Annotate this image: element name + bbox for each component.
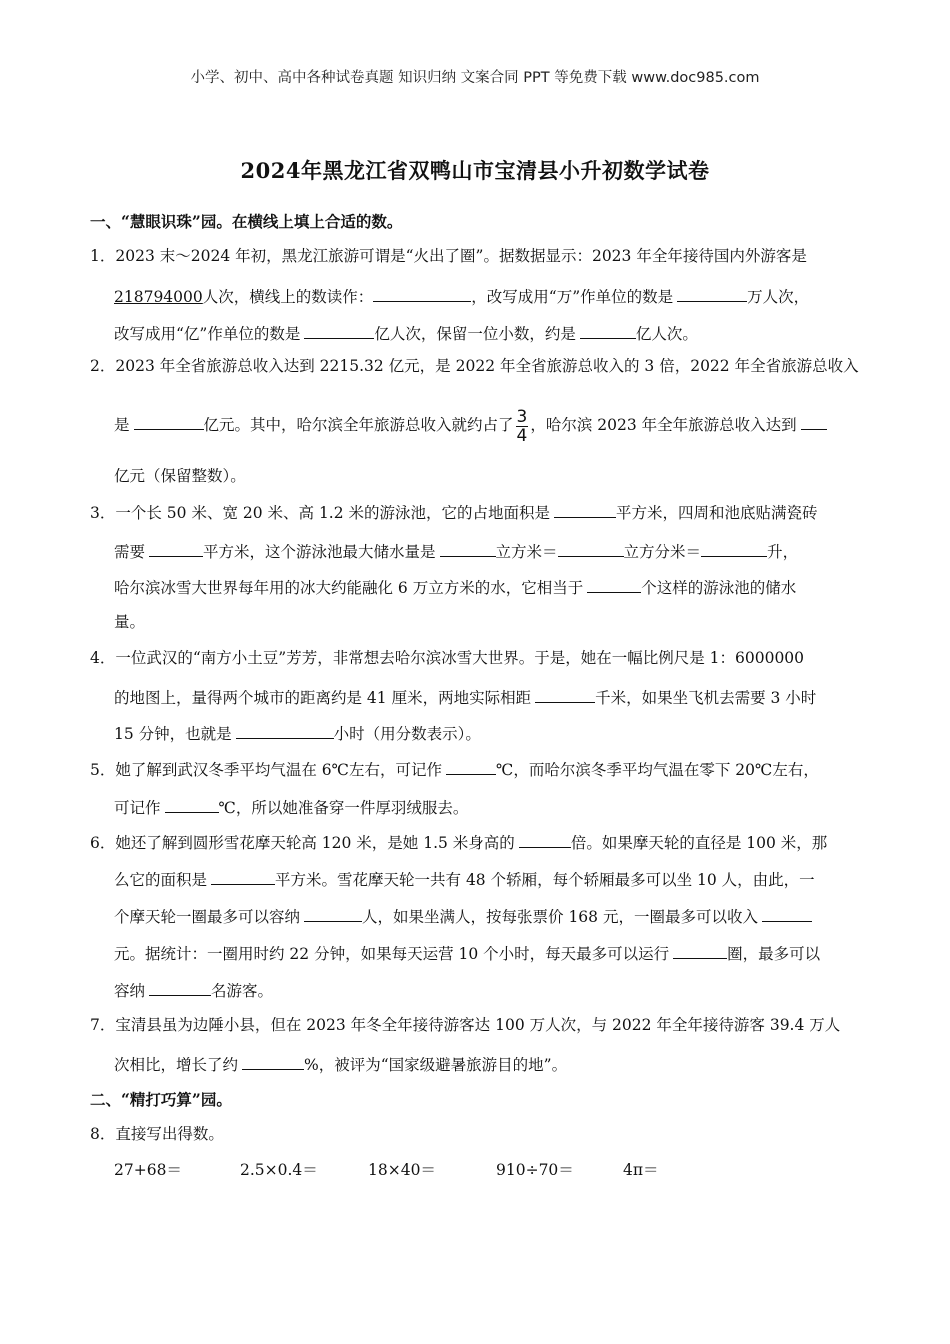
- q1-text: 人次，横线上的数读作：: [202, 288, 374, 306]
- q6-line-1: [90, 830, 827, 854]
- q4-line-3: [114, 721, 481, 745]
- q2-blank-harbin[interactable]: [801, 412, 827, 430]
- q1-blank-wan[interactable]: [677, 284, 747, 302]
- q1-blank-reading[interactable]: [373, 284, 471, 302]
- q3-text: 升，: [767, 543, 799, 561]
- q4-blank-distance[interactable]: [535, 685, 595, 703]
- q6-text: 个摩天轮一圈最多可以容纳: [114, 908, 301, 926]
- q6-blank-times[interactable]: [519, 830, 571, 848]
- q6-text: 么它的面积是: [114, 871, 208, 889]
- q6-text: 元。据统计：一圈用时约 22 分钟，如果每天运营 10 个小时，每天最多可以运行: [114, 945, 670, 963]
- q6-blank-people[interactable]: [304, 904, 362, 922]
- q8-label: 8．直接写出得数。: [90, 1125, 224, 1143]
- q1-text: ，改写成用“万”作单位的数是: [471, 288, 674, 306]
- q6-text: 名游客。: [211, 982, 274, 1000]
- q6-line-2: [114, 867, 815, 891]
- q6-text: 6．她还了解到圆形雪花摩天轮高 120 米，是她 1.5 米身高的: [90, 834, 515, 852]
- q4-text: 千米，如果坐飞机去需要 3 小时: [595, 689, 817, 707]
- q4-text: 的地图上，量得两个城市的距离约是 41 厘米，两地实际相距: [114, 689, 532, 707]
- q1-text: 1．2023 末～2024 年初，黑龙江旅游可谓是“火出了圈”。据数据显示：2023 年全年接待国内外游客是: [90, 247, 807, 265]
- q3-line-1: [90, 500, 818, 524]
- q2-text: 亿元。其中，哈尔滨全年旅游总收入就约占了: [203, 416, 514, 434]
- page-header: 小学、初中、高中各种试卷真题 知识归纳 文案合同 PPT 等免费下载 www.doc985.com: [190, 70, 760, 86]
- q1-text: 改写成用“亿”作单位的数是: [114, 325, 301, 343]
- q6-line-4: [114, 941, 820, 965]
- q7-line-2: [114, 1052, 567, 1076]
- q4-text: 4．一位武汉的“南方小土豆”芳芳，非常想去哈尔滨冰雪大世界。于是，她在一幅比例尺是 1：6000000: [90, 649, 805, 667]
- exam-title: 2024年黑龙江省双鸭山市宝清县小升初数学试卷: [240, 158, 710, 183]
- q3-blank-pools[interactable]: [587, 575, 641, 593]
- q1-line-3: [114, 321, 698, 345]
- q1-line-2: [114, 284, 809, 308]
- q7-text: 7．宝清县虽为边陲小县，但在 2023 年冬全年接待游客达 100 万人次，与 2022 年全年接待游客 39.4 万人: [90, 1016, 841, 1034]
- q6-text: 倍。如果摩天轮的直径是 100 米，那: [570, 834, 828, 852]
- calc-item-2: 2.5×0.4＝: [240, 1161, 318, 1179]
- q2-text: 是: [114, 416, 130, 434]
- q1-line-1: [90, 245, 807, 267]
- q1-blank-yi[interactable]: [304, 321, 374, 339]
- q7-text: %，被评为“国家级避暑旅游目的地”。: [304, 1056, 568, 1074]
- q2-line-1: [90, 355, 859, 377]
- calc-item-3: 18×40＝: [368, 1161, 436, 1179]
- fraction-three-quarters: [516, 408, 529, 445]
- q6-blank-area[interactable]: [211, 867, 275, 885]
- q3-text: 哈尔滨冰雪大世界每年用的冰大约能融化 6 万立方米的水，它相当于: [114, 579, 584, 597]
- calc-item-4: 910÷70＝: [496, 1161, 574, 1179]
- calc-item-1: 27+68＝: [114, 1161, 182, 1179]
- q3-line-2: [114, 539, 798, 563]
- q6-line-5: [114, 978, 273, 1002]
- section-2-heading: 二、“精打巧算”园。: [90, 1090, 232, 1109]
- fraction-denominator: 4: [516, 425, 528, 446]
- q6-line-3: [114, 904, 812, 928]
- q3-blank-area[interactable]: [554, 500, 616, 518]
- q2-text: ，哈尔滨 2023 年全年旅游总收入达到: [530, 416, 797, 434]
- q5-line-2: [114, 795, 468, 819]
- q4-text: 15 分钟，也就是: [114, 725, 232, 743]
- q6-text: 人，如果坐满人，按每张票价 168 元，一圈最多可以收入: [362, 908, 758, 926]
- q6-blank-rounds[interactable]: [673, 941, 727, 959]
- q3-blank-liters[interactable]: [701, 539, 767, 557]
- q5-line-1: [90, 757, 819, 781]
- q2-text: 亿元（保留整数）。: [114, 467, 246, 485]
- q3-blank-dm3[interactable]: [558, 539, 624, 557]
- q4-line-2: [114, 685, 816, 709]
- q7-line-1: [90, 1014, 840, 1036]
- q4-text: 小时（用分数表示）。: [333, 725, 481, 743]
- q1-number: 218794000: [114, 288, 203, 306]
- q1-text: 亿人次。: [635, 325, 698, 343]
- q2-blank-2022[interactable]: [134, 412, 204, 430]
- q3-blank-volume[interactable]: [440, 539, 496, 557]
- q3-text: 3．一个长 50 米、宽 20 米、高 1.2 米的游泳池，它的占地面积是: [90, 504, 551, 522]
- q3-blank-tiles[interactable]: [149, 539, 203, 557]
- q6-text: 平方米。雪花摩天轮一共有 48 个轿厢，每个轿厢最多可以坐 10 人，由此，一: [275, 871, 815, 889]
- q3-text: 立方米＝: [495, 543, 558, 561]
- q2-line-2: [114, 405, 827, 445]
- q6-blank-income[interactable]: [762, 904, 812, 922]
- q2-text: 2．2023 年全省旅游总收入达到 2215.32 亿元，是 2022 年全省旅游总收入的 3 倍，2022 年全省旅游总收入: [90, 357, 859, 375]
- q1-text: 万人次，: [747, 288, 810, 306]
- q4-blank-hours[interactable]: [236, 721, 334, 739]
- q7-blank-percent[interactable]: [242, 1052, 304, 1070]
- q5-text: 可记作: [114, 799, 161, 817]
- calc-item-5: 4π＝: [623, 1161, 659, 1179]
- q3-line-4: [114, 611, 145, 633]
- q4-line-1: [90, 647, 804, 669]
- fraction-numerator: 3: [516, 406, 528, 427]
- q5-blank-harbin[interactable]: [165, 795, 219, 813]
- q3-text: 个这样的游泳池的储水: [641, 579, 797, 597]
- q6-text: 容纳: [114, 982, 146, 1000]
- q3-text: 立方分米＝: [623, 543, 702, 561]
- q3-text: 平方米，四周和池底贴满瓷砖: [616, 504, 818, 522]
- q2-line-3: [114, 465, 246, 487]
- q3-line-3: [114, 575, 796, 599]
- q6-text: 圈，最多可以: [727, 945, 821, 963]
- q3-text: 量。: [114, 613, 146, 631]
- q5-text: 5．她了解到武汉冬季平均气温在 6℃左右，可记作: [90, 761, 442, 779]
- q3-text: 需要: [114, 543, 146, 561]
- q5-text: ℃，所以她准备穿一件厚羽绒服去。: [218, 799, 469, 817]
- q5-blank-wuhan[interactable]: [446, 757, 496, 775]
- section-1-heading: 一、“慧眼识珠”园。在横线上填上合适的数。: [90, 212, 403, 231]
- q1-blank-approx[interactable]: [580, 321, 636, 339]
- q3-text: 平方米，这个游泳池最大储水量是: [203, 543, 436, 561]
- q1-text: 亿人次，保留一位小数，约是: [374, 325, 576, 343]
- q7-text: 次相比，增长了约: [114, 1056, 239, 1074]
- q6-blank-visitors[interactable]: [149, 978, 211, 996]
- q5-text: ℃，而哈尔滨冬季平均气温在零下 20℃左右，: [496, 761, 819, 779]
